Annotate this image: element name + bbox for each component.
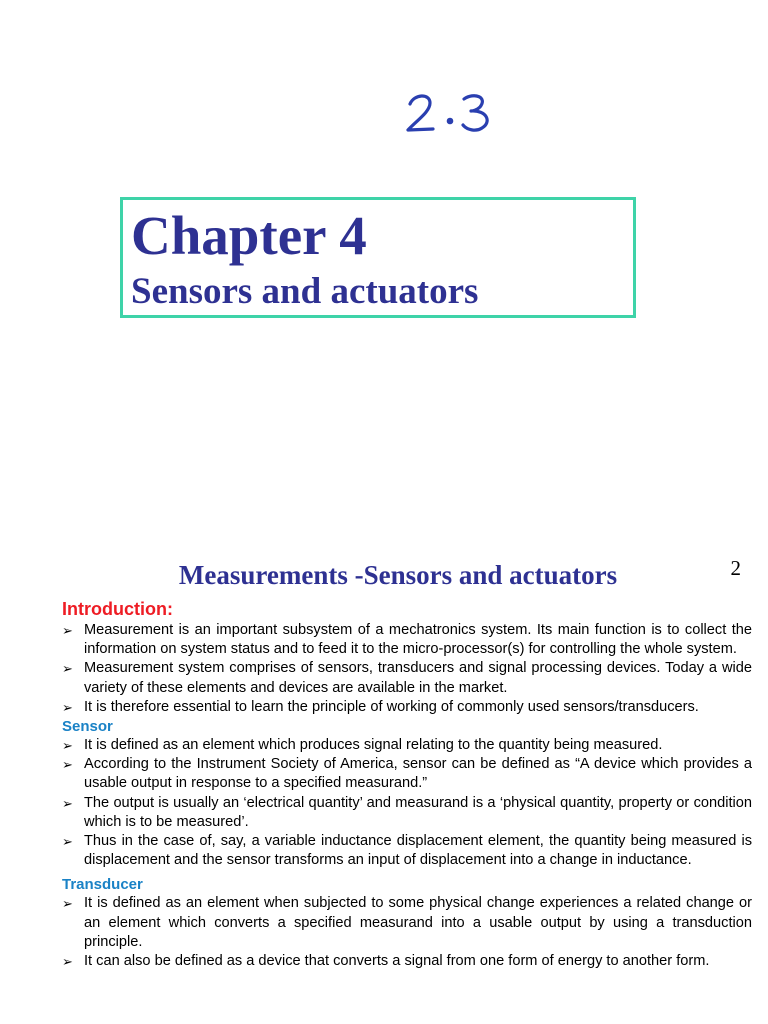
arrow-bullet-icon: ➢ <box>62 834 73 850</box>
list-item <box>62 952 752 971</box>
arrow-bullet-icon: ➢ <box>62 795 73 811</box>
chapter-subtitle: Sensors and actuators <box>131 271 479 312</box>
chapter-title-box <box>120 197 636 318</box>
bullet-text: It can also be defined as a device that converts a signal from one form of energy to another form. <box>84 953 710 970</box>
bullet-text: It is defined as an element when subjected to some physical change experiences a related change or an element which converts a specified measurand into a usable output by using a transduction principle. <box>84 895 752 950</box>
list-item <box>62 832 752 870</box>
list-item <box>62 736 752 755</box>
bullet-text: The output is usually an ‘electrical quantity’ and measurand is a ‘physical quantity, property or condition which is to be measured’. <box>84 794 752 830</box>
arrow-bullet-icon: ➢ <box>62 757 73 773</box>
slide-title: Measurements -Sensors and actuators <box>178 560 618 590</box>
bullet-text: Measurement system comprises of sensors, transducers and signal processing devices. Today a wide variety of these elements and devices are available in the market. <box>84 660 752 696</box>
slide-content <box>62 598 752 971</box>
slide-measurements <box>0 548 768 1024</box>
list-item <box>62 698 752 717</box>
transducer-list <box>62 894 752 971</box>
bullet-text: Thus in the case of, say, a variable inductance displacement element, the quantity being measured is displacement and the sensor transforms an input of displacement into a change in inductance. <box>84 833 752 869</box>
list-item <box>62 794 752 832</box>
page-number: 2 <box>730 556 741 580</box>
arrow-bullet-icon: ➢ <box>62 661 73 677</box>
bullet-text: Measurement is an important subsystem of a mechatronics system. Its main function is to collect the information on system status and to feed it to the micro-processor(s) for controlling the whole system. <box>84 622 752 658</box>
chapter-title: Chapter 4 <box>131 205 367 266</box>
bullet-text: It is defined as an element which produces signal relating to the quantity being measured. <box>84 737 663 754</box>
arrow-bullet-icon: ➢ <box>62 954 73 970</box>
handwritten-note-2-3 <box>400 88 500 140</box>
introduction-list <box>62 621 752 717</box>
list-item <box>62 621 752 659</box>
arrow-bullet-icon: ➢ <box>62 896 73 912</box>
arrow-bullet-icon: ➢ <box>62 738 73 754</box>
sensor-heading: Sensor <box>62 718 113 736</box>
arrow-bullet-icon: ➢ <box>62 699 73 715</box>
introduction-heading: Introduction: <box>62 599 173 619</box>
list-item <box>62 894 752 952</box>
arrow-bullet-icon: ➢ <box>62 623 73 638</box>
sensor-list <box>62 736 752 870</box>
bullet-text: According to the Instrument Society of America, sensor can be defined as “A device which provides a usable output in response to a specified measurand.” <box>84 756 752 792</box>
transducer-heading: Transducer <box>62 876 143 894</box>
list-item <box>62 659 752 697</box>
bullet-text: It is therefore essential to learn the principle of working of commonly used sensors/transducers. <box>84 698 699 715</box>
list-item <box>62 755 752 793</box>
